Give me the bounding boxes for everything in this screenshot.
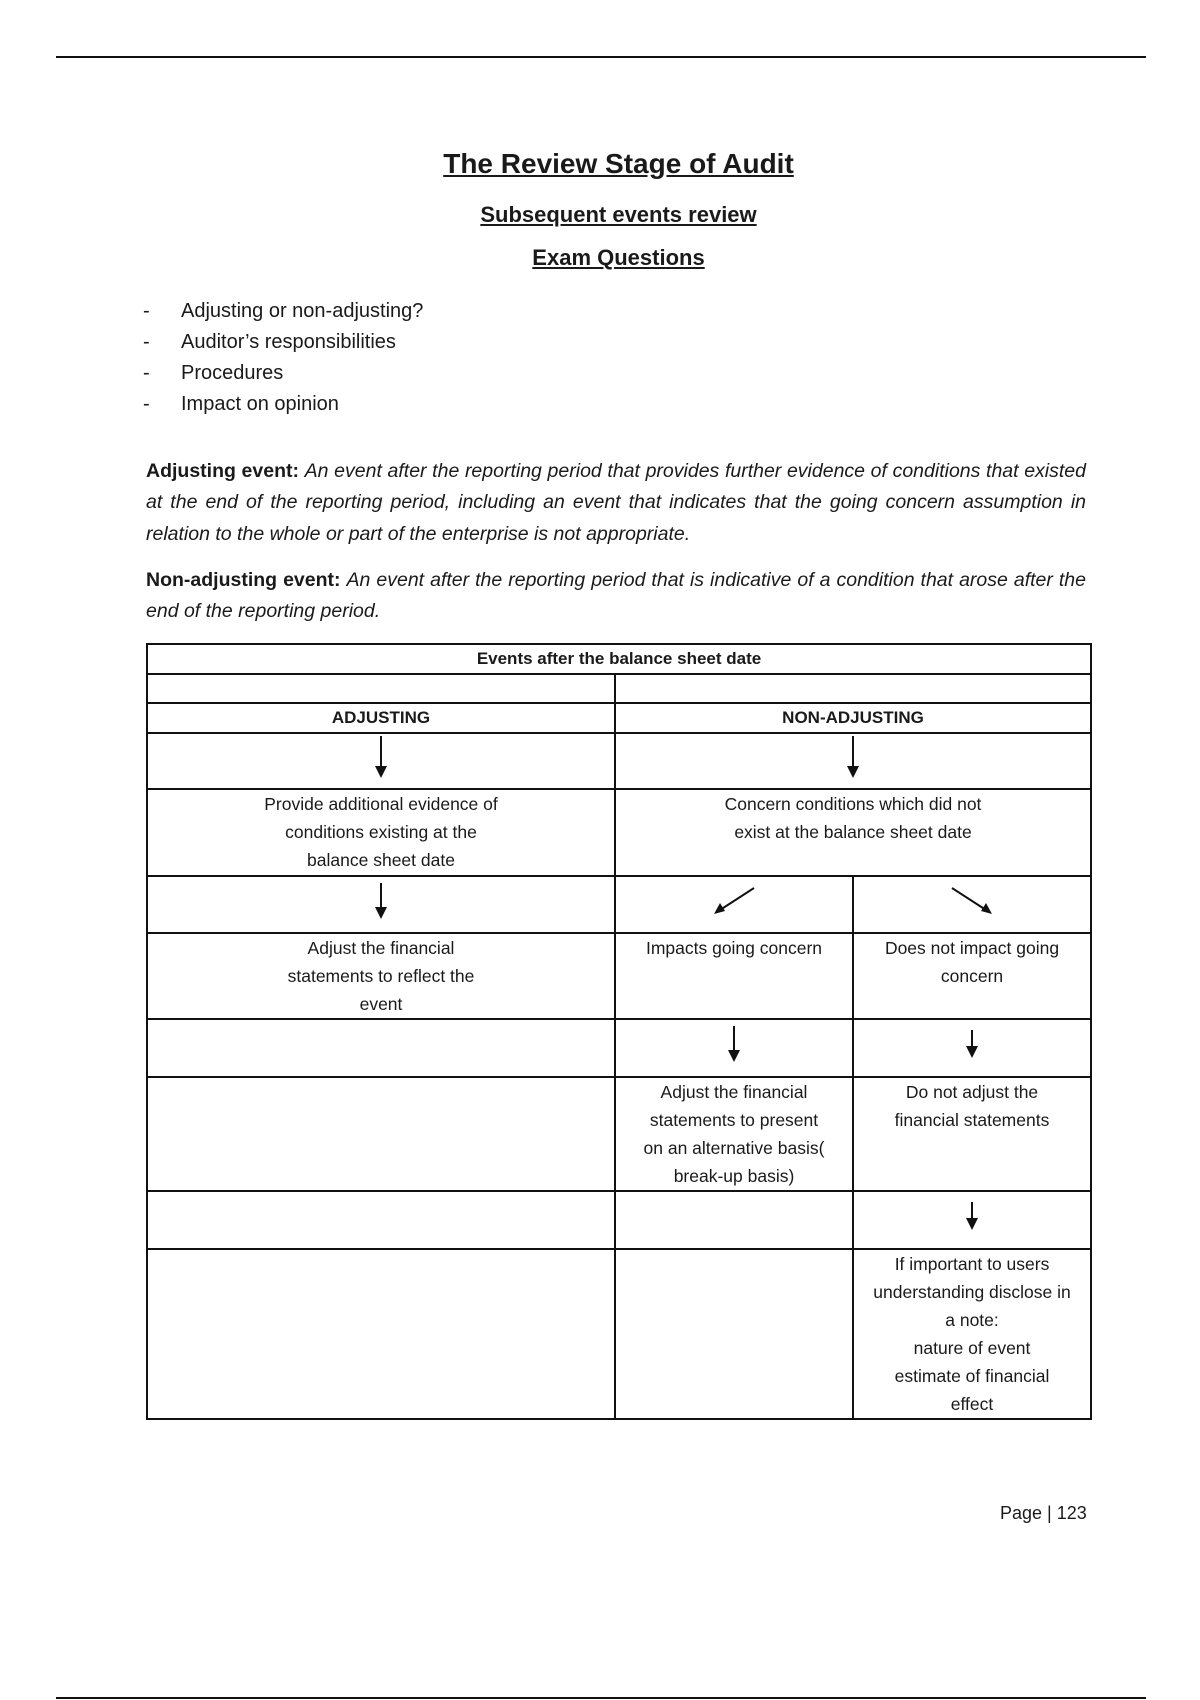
non-adjusting-event-definition (146, 565, 1086, 628)
arrow-down-icon (846, 736, 860, 778)
definition-term: Adjusting event: (146, 459, 299, 482)
non-adjusting-conditions-cell: Concern conditions which did not exist at the balance sheet date (615, 789, 1091, 876)
not-impacts-going-concern-cell: Does not impact going concern (853, 933, 1091, 1019)
arrow-down-icon (374, 883, 388, 919)
header-rule (56, 56, 1146, 58)
list-item: - Procedures (143, 362, 284, 384)
no-going-concern-action-cell: Do not adjust the financial statements (853, 1077, 1091, 1191)
definition-term: Non-adjusting event: (146, 568, 341, 591)
topic-list (143, 296, 423, 420)
arrow-down-left-icon (712, 886, 756, 916)
impacts-going-concern-cell: Impacts going concern (615, 933, 853, 1019)
adjusting-column-header: ADJUSTING (147, 703, 615, 733)
going-concern-action-cell: Adjust the financial statements to present on an alternative basis( break-up basis) (615, 1077, 853, 1191)
adjusting-action-cell: Adjust the financial statements to reflect the event (147, 933, 615, 1019)
disclosure-cell: If important to users understanding disclose in a note: nature of event estimate of financial effect (853, 1249, 1091, 1419)
list-item: - Auditor’s responsibilities (143, 331, 396, 353)
page-title: The Review Stage of Audit (443, 148, 794, 179)
adjusting-event-definition (146, 456, 1086, 551)
arrow-down-icon (965, 1202, 979, 1230)
empty-cell (147, 1019, 615, 1077)
empty-cell (147, 1077, 615, 1191)
empty-cell (147, 674, 615, 703)
down-arrow-cell (615, 733, 1091, 789)
events-flowchart-table (146, 643, 1092, 1420)
down-arrow-cell (147, 876, 615, 933)
empty-cell (615, 674, 1091, 703)
empty-cell (147, 1249, 615, 1419)
empty-cell (615, 1249, 853, 1419)
page-number: Page | 123 (1000, 1503, 1087, 1523)
definition-text: An event after the reporting period that provides further evidence of conditions that existed at the end of the reporting period, including an event that indicates that the going concern assumption in relation to the whole or part of the enterprise is not appropriate. (146, 459, 1086, 545)
diagonal-arrow-cell (615, 876, 853, 933)
diagonal-arrow-cell (853, 876, 1091, 933)
footer-rule (56, 1697, 1146, 1699)
arrow-down-icon (374, 736, 388, 778)
adjusting-evidence-cell: Provide additional evidence of conditions existing at the balance sheet date (147, 789, 615, 876)
arrow-down-icon (965, 1030, 979, 1058)
exam-questions-heading: Exam Questions (532, 245, 705, 270)
down-arrow-cell (147, 733, 615, 789)
section-subtitle: Subsequent events review (480, 202, 757, 227)
non-adjusting-column-header: NON-ADJUSTING (615, 703, 1091, 733)
arrow-down-right-icon (950, 886, 994, 916)
down-arrow-cell (853, 1191, 1091, 1249)
definition-text: An event after the reporting period that is indicative of a condition that arose after the end of the reporting period. (146, 568, 1086, 622)
table-header: Events after the balance sheet date (147, 644, 1091, 674)
list-item: - Impact on opinion (143, 393, 339, 415)
down-arrow-cell (853, 1019, 1091, 1077)
down-arrow-cell (615, 1019, 853, 1077)
empty-cell (147, 1191, 615, 1249)
empty-cell (615, 1191, 853, 1249)
list-item: - Adjusting or non-adjusting? (143, 300, 424, 322)
arrow-down-icon (727, 1026, 741, 1062)
